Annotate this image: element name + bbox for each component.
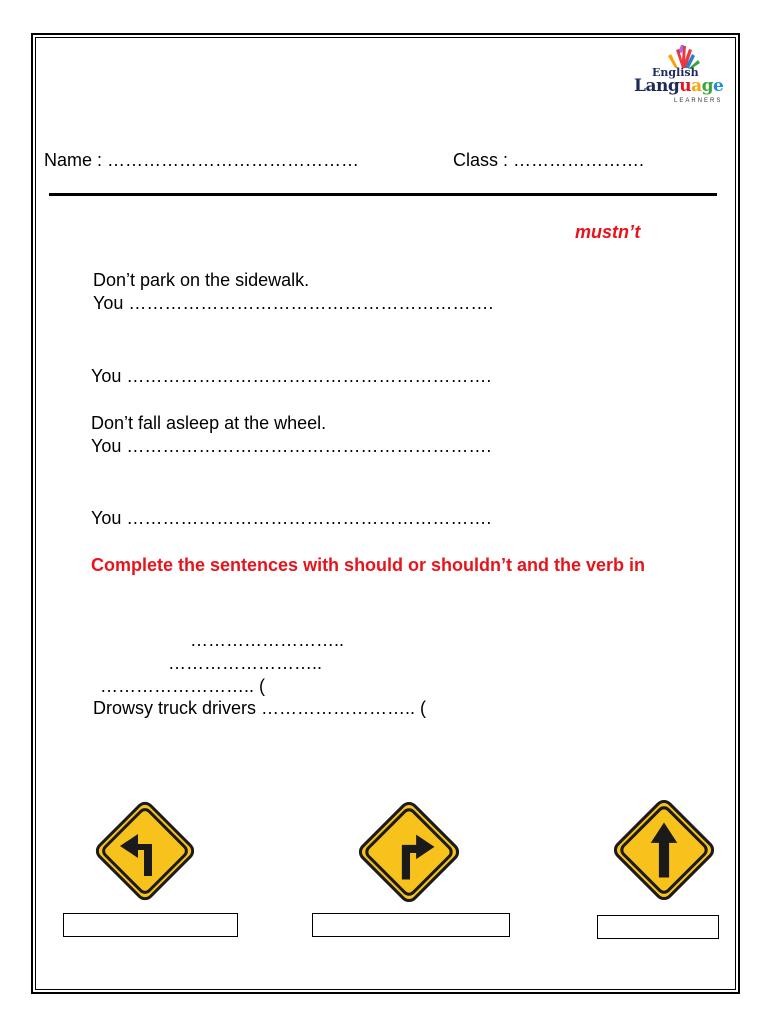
exercise-answer-line[interactable]: You ……………………………………………………. — [91, 366, 492, 386]
english-language-learners-logo — [632, 44, 722, 106]
sign-answer-box[interactable] — [63, 913, 238, 937]
class-field-label[interactable]: Class : …………………. — [453, 150, 645, 170]
sign-answer-box[interactable] — [597, 915, 719, 939]
fill-in-line[interactable]: …………………….. ( — [100, 676, 265, 696]
turn-left-sign-icon — [94, 800, 196, 902]
exercise-prompt: Don’t park on the sidewalk. — [93, 270, 310, 290]
name-field-label[interactable]: Name : …………………………………… — [44, 150, 360, 170]
exercise-answer-line[interactable]: You ……………………………………………………. — [91, 508, 492, 528]
exercise-prompt: Don’t fall asleep at the wheel. — [91, 413, 327, 433]
keyword-mustnt: mustn’t — [575, 222, 641, 242]
fill-in-line[interactable]: …………………….. — [168, 653, 323, 673]
sign-answer-box[interactable] — [312, 913, 510, 937]
fill-in-line[interactable]: Drowsy truck drivers …………………….. ( — [93, 698, 427, 718]
logo-language-text: Language — [634, 76, 724, 96]
logo-learners-text: LEARNERS — [674, 98, 723, 104]
section2-instruction: Complete the sentences with should or shouldn’t and the verb in — [91, 555, 646, 575]
straight-ahead-sign-icon — [612, 798, 716, 902]
logo-english-text: English — [652, 66, 699, 79]
exercise-answer-line[interactable]: You ……………………………………………………. — [91, 436, 492, 456]
fill-in-line[interactable]: …………………….. — [190, 630, 345, 650]
exercise-answer-line[interactable]: You ……………………………………………………. — [93, 293, 494, 313]
header-divider — [49, 193, 717, 196]
turn-right-sign-icon — [357, 800, 461, 904]
